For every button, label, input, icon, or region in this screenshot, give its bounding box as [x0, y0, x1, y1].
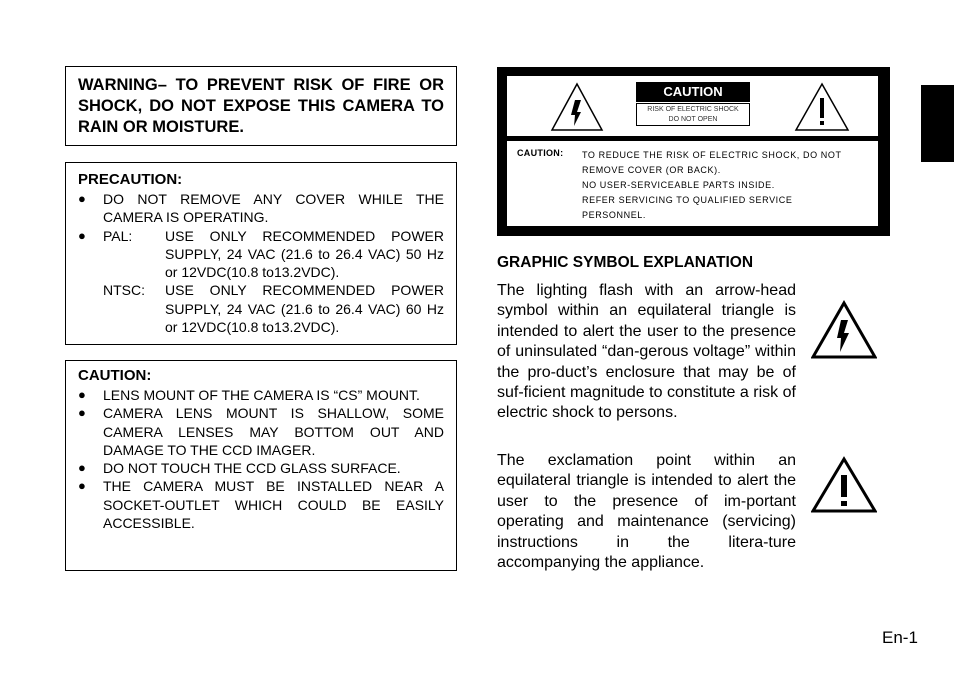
caution-box — [65, 360, 457, 571]
caution-item-text: THE CAMERA MUST BE INSTALLED NEAR A SOCKET-OUTLET WHICH COULD BE EASILY ACCESSIBLE. — [103, 478, 444, 532]
bullet-icon: ● — [78, 191, 86, 206]
warning-box — [65, 66, 457, 146]
list-item — [78, 190, 444, 227]
label-line: REMOVE COVER (OR BACK). — [582, 165, 721, 175]
explanation-heading: GRAPHIC SYMBOL EXPLANATION — [497, 254, 754, 271]
label-line: TO REDUCE THE RISK OF ELECTRIC SHOCK, DO NOT — [582, 150, 842, 160]
caution-pill: CAUTION — [636, 82, 750, 102]
bullet-icon: ● — [78, 387, 86, 402]
precaution-item-text: DO NOT REMOVE ANY COVER WHILE THE CAMERA IS OPERATING. — [103, 191, 444, 226]
bullet-icon: ● — [78, 227, 86, 243]
warning-text: WARNING– TO PREVENT RISK OF FIRE OR SHOCK, DO NOT EXPOSE THIS CAMERA TO RAIN OR MOISTURE. — [78, 76, 444, 136]
bullet-icon: ● — [78, 405, 86, 421]
ntsc-label: NTSC: — [103, 282, 145, 299]
lightning-explanation: The lighting flash with an arrow-head symbol within an equilateral triangle is intended to alert the user to the presence of uninsulated “dan-gerous voltage” within the pro-duct’s enclosure that may be of suf-ficient magnitude to constitute a risk of electric shock to persons. — [497, 282, 796, 422]
pal-text: USE ONLY RECOMMENDED POWER SUPPLY, 24 VAC (21.6 to 26.4 VAC) 50 Hz or 12VDC(10.8 to13.2VDC). — [165, 227, 444, 281]
precaution-title: PRECAUTION: — [78, 171, 183, 188]
risk-line: RISK OF ELECTRIC SHOCK — [647, 106, 739, 113]
caution-item-text: DO NOT TOUCH THE CCD GLASS SURFACE. — [103, 460, 401, 477]
bullet-icon: ● — [78, 478, 86, 494]
lightning-triangle-icon — [550, 82, 604, 132]
label-line: NO USER-SERVICEABLE PARTS INSIDE. — [582, 180, 775, 190]
label-caution-title: CAUTION: — [517, 148, 564, 158]
label-line: PERSONNEL. — [582, 210, 647, 220]
bullet-icon: ● — [78, 460, 86, 476]
lightning-triangle-icon — [811, 300, 877, 360]
pal-label: PAL: — [103, 227, 133, 244]
risk-line: DO NOT OPEN — [668, 116, 718, 123]
exclamation-triangle-icon — [794, 82, 850, 132]
label-lines — [582, 148, 842, 223]
exclamation-explanation: The exclamation point within an equilateral triangle is intended to alert the user to the presence of im-portant operating and maintenance (servicing) instructions in the litera-ture accompanying the appliance. — [497, 452, 796, 572]
risk-box — [636, 103, 750, 126]
caution-item-text: CAMERA LENS MOUNT IS SHALLOW, SOME CAMERA LENSES MAY BOTTOM OUT AND DAMAGE TO THE CCD IMAGER. — [103, 405, 444, 458]
precaution-box — [65, 162, 457, 345]
label-line: REFER SERVICING TO QUALIFIED SERVICE — [582, 195, 793, 205]
list-item — [78, 459, 444, 477]
label-bottom-panel — [507, 141, 878, 226]
list-item — [78, 477, 444, 532]
list-item — [78, 227, 444, 282]
label-top-panel — [507, 76, 878, 136]
ntsc-text: USE ONLY RECOMMENDED POWER SUPPLY, 24 VAC (21.6 to 26.4 VAC) 60 Hz or 12VDC(10.8 to13.2VDC). — [165, 282, 444, 336]
caution-label — [497, 67, 890, 236]
list-item — [78, 404, 444, 459]
caution-title: CAUTION: — [78, 367, 152, 384]
page-number: En-1 — [882, 628, 918, 647]
exclamation-triangle-icon — [811, 456, 877, 514]
list-item — [78, 386, 444, 404]
list-item — [78, 281, 444, 336]
section-tab — [921, 85, 954, 162]
caution-item-text: LENS MOUNT OF THE CAMERA IS “CS” MOUNT. — [103, 387, 420, 403]
